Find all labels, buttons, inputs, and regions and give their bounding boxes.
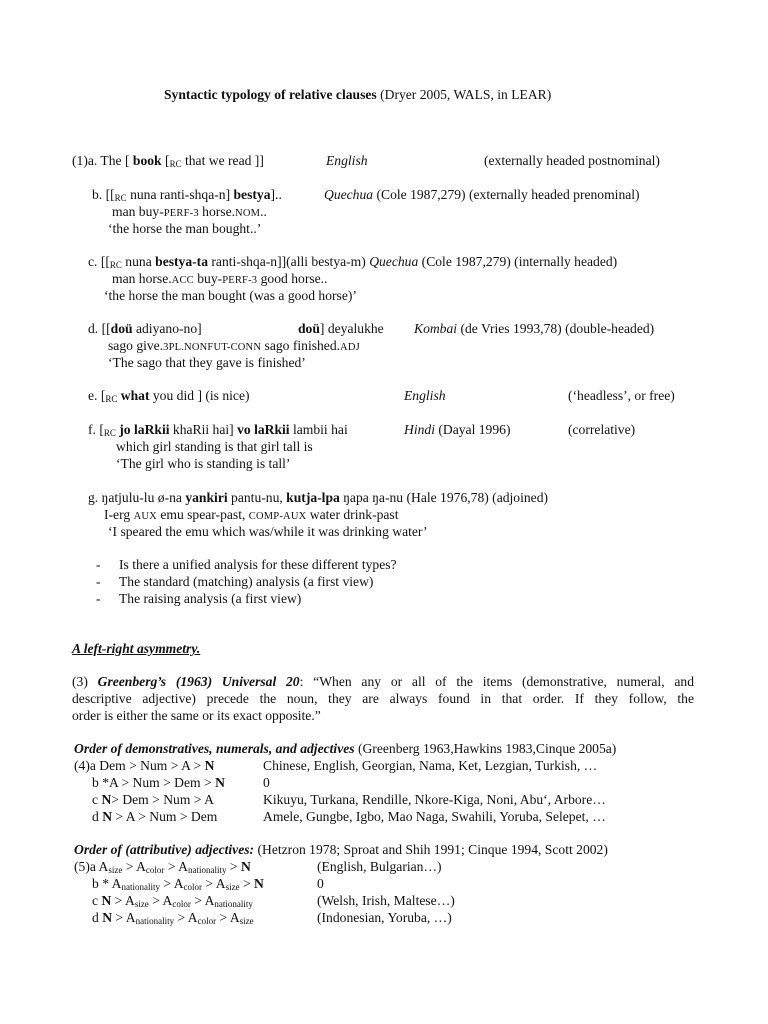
example-5d: d $N > A_{nationality} > A_{color} > A_{size}$ — [92, 910, 254, 926]
example-5c: c $N > A_{size} > A_{color} > A_{nationality}$ — [92, 893, 253, 909]
head-noun: kutja-lpa — [286, 490, 340, 505]
head-noun: jo laRkii — [115, 422, 170, 437]
example-4b-languages: 0 — [263, 775, 270, 790]
example-1f-type: (correlative) — [568, 422, 636, 437]
list-item: - The standard (matching) analysis (a first view) — [96, 574, 374, 589]
example-1c: c. [[$_{RC}$ nuna bestya-ta ranti-shqa-n]](alli bestya-m) Quechua (Cole 1987,279) (internally headed) — [88, 254, 618, 270]
example-1f-gloss: which girl standing is that girl tall is — [116, 439, 313, 454]
example-5a: (5)a $A_{size} > A_{color} > A_{nationality} > N$ — [74, 859, 251, 875]
example-5a-languages: (English, Bulgarian…) — [317, 859, 442, 874]
example-1g-gloss: I-erg AUX emu spear-past, COMP-AUX water drink-past — [104, 507, 399, 522]
section-heading: A left-right asymmetry. — [72, 641, 201, 656]
dash-bullet: - — [96, 557, 101, 572]
example-1d-gloss: sago give.3PL.NONFUT-CONN sago finished.ADJ — [108, 338, 360, 353]
example-1d: d. [[doü adiyano-no] — [88, 321, 202, 336]
example-4a: (4)a Dem > Num > A > N — [74, 758, 215, 773]
example-5-heading: Order of (attributive) adjectives: (Hetzron 1978; Sproat and Shih 1991; Cinque 1994, Scott 2002) — [74, 842, 608, 857]
example-1d-translation: ‘The sago that they gave is finished’ — [108, 355, 306, 370]
example-4c-languages: Kikuyu, Turkana, Rendille, Nkore-Kiga, Noni, Abu‘, Arbore… — [263, 792, 606, 807]
example-1e-type: (‘headless’, or free) — [568, 388, 675, 403]
head-noun: bestya-ta — [155, 254, 208, 269]
example-4-heading: Order of demonstratives, numerals, and adjectives (Greenberg 1963,Hawkins 1983,Cinque 2005a) — [74, 741, 617, 756]
example-1b-source: Quechua (Cole 1987,279) (externally headed prenominal) — [324, 187, 640, 202]
example-1e-language: English — [404, 388, 446, 403]
dash-bullet: - — [96, 574, 101, 589]
title-main: Syntactic typology of relative clauses — [164, 87, 377, 102]
example-3-line1: (3) Greenberg’s (1963) Universal 20: “When any or all of the items (demonstrative, numeral, and — [72, 674, 694, 689]
head-noun: yankiri — [185, 490, 228, 505]
example-4d-languages: Amele, Gungbe, Igbo, Mao Naga, Swahili, Yoruba, Selepet, … — [263, 809, 606, 824]
example-1f-source: Hindi (Dayal 1996) — [404, 422, 511, 437]
example-1c-translation: ‘the horse the man bought (was a good horse)’ — [104, 288, 357, 303]
example-5c-languages: (Welsh, Irish, Maltese…) — [317, 893, 455, 908]
example-5b: $b * A_{nationality} > A_{color} > A_{size} > N$ — [92, 876, 264, 892]
page-title — [164, 87, 551, 103]
head-noun: doü — [110, 321, 133, 336]
universal-name: Greenberg’s (1963) Universal 20 — [97, 674, 300, 689]
example-1d-source: Kombai (de Vries 1993,78) (double-headed) — [414, 321, 655, 336]
title-citation: (Dryer 2005, WALS, in LEAR) — [376, 87, 552, 102]
list-item: - The raising analysis (a first view) — [96, 591, 302, 606]
head-noun: vo laRkii — [237, 422, 290, 437]
dash-bullet: - — [96, 591, 101, 606]
example-1d-cont: doü] deyalukhe — [298, 321, 384, 336]
example-1b-translation: ‘the horse the man bought..’ — [108, 221, 262, 236]
example-5d-languages: (Indonesian, Yoruba, …) — [317, 910, 452, 925]
example-1b: b. [[$_{RC}$ nuna ranti-shqa-n] bestya].. — [92, 187, 282, 203]
example-4d: d N > A > Num > Dem — [92, 809, 218, 824]
example-1g: g. ŋatjulu-lu ø-na yankiri pantu-nu, kutja-lpa ŋapa ŋa-nu (Hale 1976,78) (adjoined) — [88, 490, 549, 505]
example-1f-translation: ‘The girl who is standing is tall’ — [116, 456, 291, 471]
example-1a-language: English — [326, 153, 368, 168]
example-1c-gloss: man horse.ACC buy-PERF-3 good horse.. — [112, 271, 328, 286]
example-4a-languages: Chinese, English, Georgian, Nama, Ket, Lezgian, Turkish, … — [263, 758, 598, 773]
example-1b-gloss: man buy-PERF-3 horse.NOM.. — [112, 204, 267, 219]
example-1e: e. [$_{RC}$ what you did ] (is nice) — [88, 388, 250, 404]
example-5b-languages: 0 — [317, 876, 324, 891]
example-1f: f. [$_{RC}$ jo laRkii khaRii hai] vo laRkii lambii hai — [88, 422, 348, 438]
example-1a: (1)a. The [ book [$_{RC}$ that we read ]] — [72, 153, 264, 169]
example-4c: c N> Dem > Num > A — [92, 792, 214, 807]
example-4b: b *A > Num > Dem > N — [92, 775, 225, 790]
example-1g-translation: ‘I speared the emu which was/while it was drinking water’ — [108, 524, 428, 539]
head-noun: what — [117, 388, 150, 403]
list-item: - Is there a unified analysis for these different types? — [96, 557, 397, 572]
head-noun: doü — [298, 321, 320, 336]
head-noun: book — [132, 153, 162, 168]
example-1a-type: (externally headed postnominal) — [484, 153, 660, 168]
head-noun: bestya — [233, 187, 271, 202]
example-3-line3: order is either the same or its exact opposite.” — [72, 708, 321, 723]
example-3-line2: descriptive adjective) precede the noun, they are always found in that order. If they follow, the — [72, 691, 694, 706]
